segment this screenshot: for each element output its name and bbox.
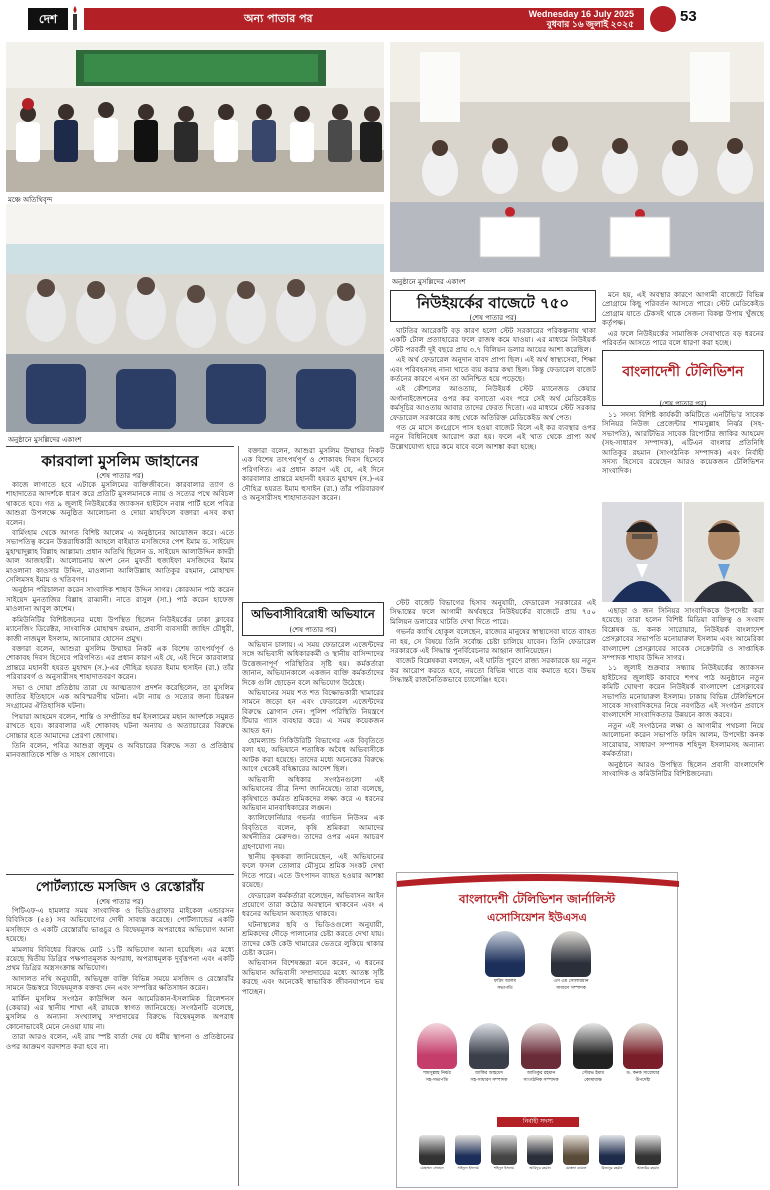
portland-para: তারা আরও বলেন, এই রায় স্পষ্ট বার্তা দেয় যে ধর্মীয় স্থাপনা ও প্রতিষ্ঠানের ওপর আক্রমণ বরদাশত করা হবে না।	[6, 1032, 234, 1051]
immigration-body-col1	[242, 640, 384, 1186]
officer-role: সভাপতি	[497, 986, 513, 991]
ad-officer	[623, 1023, 663, 1083]
portland-para: মার্কিন মুসলিম সংগঠন কাউন্সিল অন আমেরিকান-ইসলামিক রিলেশনস (কেয়ার) এর স্থানীয় শাখা এই রায়কে স্বাগত জানিয়েছে। সংগঠনটি বলেছে, মুসলিম ও অন্যান্য সংখ্যালঘু সম্প্রদায়ের বিরুদ্ধে বিদ্বেষমূলক অপরাধ কোনোভাবেই মেনে নেওয়া যায় না।	[6, 993, 234, 1031]
portrait-president-image	[602, 502, 682, 602]
officer-name: সৌরভ ইমাম	[582, 1071, 604, 1076]
karbala-para: কমিউনিটির বিশিষ্টজনের মধ্যে উপস্থিত ছিলেন নিউইয়র্কের ঢাকা ক্লাবের ম্যানেজিং ডিরেক্টর, সাংবাদিক মোহাম্মদ রহমান, প্রবাসী ব্যবসায়ী জাহিদ চৌধুরী, কাজী নাজমুল ইসলাম, আনোয়ার হোসেন প্রমুখ।	[6, 614, 234, 643]
officer-role: সহ-সভাপতি	[425, 1078, 449, 1083]
portrait-secretary	[684, 502, 764, 602]
karbala-sub: (শেষ পাতার পর)	[96, 472, 144, 480]
ad-officer	[551, 931, 591, 991]
member-name: আতাউর রহমান	[636, 1166, 660, 1170]
officer-role: কোষাধ্যক্ষ	[584, 1078, 602, 1083]
ad-member	[563, 1135, 589, 1172]
nybudget-para: এই কৌশলের আওতায়, নিউইয়র্ক স্টেট ম্যানেজড কেয়ার অর্গানাইজেশনের ওপর কর বসাতো এবং পরে সেই অর্থ মেডিকেইড কর্মসূচির আওতায় আবার তাদের ফেরত দিতো। এর মাধ্যমে স্টেট সরকার ফেডারেল সরকারের কাছ থেকে অতিরিক্ত মেডিকেইড অর্থ পেত।	[390, 384, 596, 422]
portland-sub: (শেষ পাতার পর)	[96, 898, 144, 906]
officer-name: ড. কনক সারোয়ার	[626, 1071, 660, 1076]
nybudget-sub: (শেষ পাতার পর)	[469, 314, 517, 322]
photo-audience-right	[390, 42, 764, 272]
photo2-caption: অনুষ্ঠানে মুসল্লিদের একাংশ	[8, 436, 82, 444]
portland-body	[6, 906, 234, 1186]
page-number-badge	[650, 4, 710, 34]
bdtv-para: ১১ সদস্য বিশিষ্ট কার্যকরী কমিটিতে এনটিভি'র সাবেক সিনিয়র নিউজ প্রেজেন্টার শামসুল্লাহ নির্ঝর (সহ-সভাপতি), আরটিভির সাবেক রিপোর্টার জাকির আহমেদ (সহ-সাধারণ সম্পাদক), এটিএন বাংলার প্রতিনিধি আতিকুর রহমান (সাংগঠনিক সম্পাদক) এবং নির্বাহী সদস্য হিসেবে রয়েছেন আরও কয়েকজন টেলিভিশন সাংবাদিক।	[602, 410, 764, 476]
ad-member	[635, 1135, 661, 1172]
member-photo	[599, 1135, 625, 1165]
officer-photo	[485, 931, 525, 977]
portland-para: পিটিএফ-এ হামলার সময় সাংবাদিক ও ভিডিওগ্রাফার মাইকেল এন্ডারসন বিবিসিকে (৫৪) সব অভিযোগের দোষী সাব্যস্ত করেছে। পোর্টল্যান্ডের একটি মসজিদে ও একটি রেস্তোরাঁয় ভাঙচুর ও বিদ্বেষমূলক অপরাধের অভিযোগ আনা হয়েছে।	[6, 906, 234, 944]
bdtv-body-top	[602, 410, 764, 500]
karbala-body-col1	[6, 480, 234, 870]
member-name: মিজানুর রহমান	[601, 1166, 623, 1170]
portland-para: আদালত নথি অনুযায়ী, অভিযুক্ত ব্যক্তি বিভিন্ন সময়ে মসজিদ ও রেস্তোরাঁর সামনে উচ্চস্বরে বিদ্বেষমূলক বক্তব্য দেন এবং সম্পত্তির ক্ষতিসাধন করেন।	[6, 973, 234, 993]
officer-photo	[521, 1023, 561, 1069]
association-advert	[396, 872, 678, 1188]
bdtv-sub: (শেষ পাতার পর)	[659, 400, 707, 408]
officer-role: সাংগঠনিক সম্পাদক	[523, 1078, 559, 1083]
bdtv-body-bottom	[602, 606, 764, 868]
ad-member	[419, 1135, 445, 1172]
column-divider	[238, 446, 239, 1186]
member-photo	[635, 1135, 661, 1165]
audience-left-image	[6, 204, 384, 432]
immigration-headline: অভিবাসীবিরোধী অভিযানে	[251, 607, 375, 621]
officer-name: শামসুল্লাহ নির্ঝর	[423, 1071, 451, 1076]
member-name: আরিফুর রহমান	[529, 1166, 551, 1170]
officer-role: সাধারণ সম্পাদক	[556, 986, 586, 991]
nybudget-para: এর ফলে নিউইয়র্কের সামাজিক সেবাখাতে বড় ধরনের পরিবর্তন আসতে পারে বলে ধারণা করা হচ্ছে।	[602, 328, 764, 346]
ad-officer	[485, 931, 525, 991]
ad-officer	[521, 1023, 561, 1083]
nybudget-body-col2	[602, 290, 764, 346]
bdtv-para: এছাড়া ও জন সিনিয়র সাংবাদিককে উপদেষ্টা করা হয়েছে। তারা হলেন বিশিষ্ট মিডিয়া ব্যক্তিত্ব ও সংবাদ বিশ্লেষক ড. কনক সারোয়ার, নিউইয়র্ক বাংলাদেশ প্রেসক্লাবের সভাপতি মনোয়ারুল ইসলাম এবং আমেরিকা বাংলাদেশ প্রেসক্লাবের সাবেক সেক্রেটারি ও সাপ্তাহিক সম্পাদক শাহাব উদ্দিন সাগর।	[602, 606, 764, 663]
bdtv-para: অনুষ্ঠানে আরও উপস্থিত ছিলেন প্রবাসী বাংলাদেশি সাংবাদিক ও কমিউনিটির বিশিষ্টজনেরা।	[602, 759, 764, 778]
ad-member	[527, 1135, 553, 1172]
photo1-caption: মঞ্চে অতিথিবৃন্দ	[8, 196, 53, 204]
portrait-secretary-image	[684, 502, 764, 602]
member-name: সাইফুল ইসলাম	[457, 1166, 479, 1170]
masthead-logo: দেশ	[28, 8, 68, 30]
karbala-para: কাজে লাগাতে হবে এটাকে মুসলিমের ব্যক্তিজীবনে। কারবালার ত্যাগ ও শাহাদাতের আদর্শকে ধারণ করে প্রতিটি মুসলমানকে ন্যায় ও সত্যের পথে অবিচল থাকতে হবে। গত ৯ জুলাই নিউইয়র্কের জ্যাকসন হাইটসে নবান্ন পার্টি হলে পবিত্র আশুরা উপলক্ষে অনুষ্ঠিত আলোচনা ও দোয়া মাহফিলে বক্তারা এসব কথা বলেন।	[6, 480, 234, 527]
nybudget-para: এই অর্থ ফেডারেল অনুদান বাবদ প্রাপ্য ছিল। এই অর্থ স্বাস্থ্যসেবা, শিক্ষা এবং পরিবহনসহ নানা খাতে ব্যয় করার কথা ছিল। কিন্তু ফেডারেল বাজেট কর্তনের কারণে এখন তা অনিশ্চিত হয়ে পড়েছে।	[390, 355, 596, 384]
officer-name: জাকির আহমেদ	[475, 1071, 503, 1076]
page-number: 53	[680, 8, 697, 25]
member-photo	[419, 1135, 445, 1165]
member-photo	[455, 1135, 481, 1165]
nybudget-body-col1	[390, 326, 596, 596]
audience-right-image	[390, 42, 764, 272]
officer-name: আতিকুর রহমান	[526, 1071, 556, 1076]
member-photo	[491, 1135, 517, 1165]
officer-photo	[551, 931, 591, 977]
member-photo	[527, 1135, 553, 1165]
nybudget-para: গত মে মাসে কংগ্রেসে পাস হওয়া বাজেট বিলে এই কর ব্যবস্থার ওপর নতুন বিধিনিষেধ আরোপ করা হয়। ফলে এই খাত থেকে প্রাপ্য অর্থ উল্লেখযোগ্য হারে কমে যাবে বলে আশঙ্কা করা হচ্ছে।	[390, 423, 596, 451]
section-title: অন্য পাতার পর	[244, 12, 313, 25]
photo-stage-guests	[6, 42, 384, 192]
ad-officer	[417, 1023, 457, 1083]
immigration-para: অভিবাসী অধিকার সংগঠনগুলো এই অভিযানের তীব্র নিন্দা জানিয়েছে। তারা বলেছে, কৃষিখাতে কর্মরত শ্রমিকদের লক্ষ্য করে এ ধরনের অভিযান মানবাধিকারের লঙ্ঘন।	[242, 774, 384, 812]
photo3-caption: অনুষ্ঠানে মুসল্লিদের একাংশ	[392, 278, 466, 286]
nybudget-headline: নিউইয়র্কের বাজেটে ৭৫০	[416, 294, 570, 312]
officer-name: ফরিদ আলম	[494, 979, 516, 984]
nybudget-para: স্টেট বাজেট বিভাগের হিসাব অনুযায়ী, ফেডারেল সরকারের এই সিদ্ধান্তের ফলে আগামী অর্থবছরে নিউইয়র্কের বাজেটে প্রায় ৭৫০ মিলিয়ন ডলারের ঘাটতি দেখা দিতে পারে।	[390, 598, 596, 626]
karbala-body-col2	[242, 446, 384, 596]
immigration-para: অভিযানের সময় শত শত বিক্ষোভকারী খামারের সামনে জড়ো হন এবং ফেডারেল এজেন্টদের বিরুদ্ধে স্লোগান দেন। পুলিশ পরিস্থিতি নিয়ন্ত্রণে টিয়ার গ্যাস ব্যবহার করে। এ সময় কয়েকজন আহত হন।	[242, 688, 384, 735]
nybudget-body-col1b	[390, 598, 596, 866]
immigration-para: হোমল্যান্ড সিকিউরিটি বিভাগের এক বিবৃতিতে বলা হয়, অভিযানে শতাধিক অবৈধ অভিবাসীকে আটক করা হয়েছে। তাদের মধ্যে অনেকের বিরুদ্ধে আগে থেকেই বহিষ্কারের আদেশ ছিল।	[242, 736, 384, 774]
immigration-sub: (শেষ পাতার পর)	[289, 626, 337, 634]
portland-para: মামলায় বিবিধের বিরুদ্ধে মোট ১১টি অভিযোগ আনা হয়েছিল। এর মধ্যে রয়েছে দ্বিতীয় ডিগ্রির পক্ষপাতমূলক অপরাধ, অপরাধমূলক দুর্বৃত্তপনা এবং একটি প্রথম ডিগ্রির অস্ত্রসংক্রান্ত অভিযোগ।	[6, 944, 234, 973]
immigration-para: স্থানীয় কৃষকরা জানিয়েছেন, এই অভিযানের ফলে ফসল তোলার মৌসুমে শ্রমিক সংকট দেখা দিতে পারে। এতে উৎপাদন ব্যাহত হওয়ার আশঙ্কা রয়েছে।	[242, 851, 384, 890]
member-name: শহিদুল ইসলাম	[493, 1166, 515, 1170]
karbala-para: পিয়ারা আহমেদ বলেন, শান্তি ও সম্প্রীতির ধর্ম ইসলামের মহান আদর্শকে সমুন্নত রাখতে হবে। কারবালার এই শোকাবহ ঘটনা অন্যায় ও অত্যাচারের বিরুদ্ধে সোচ্চার হতে আমাদের প্রেরণা জোগায়।	[6, 711, 234, 740]
portrait-president	[602, 502, 682, 602]
nybudget-para: বাজেট বিশ্লেষকরা বলছেন, এই ঘাটতি পূরণে রাজ্য সরকারকে হয় নতুন কর আরোপ করতে হবে, নয়তো বিভিন্ন খাতে ব্যয় কমাতে হবে। উভয় সিদ্ধান্তই রাজনৈতিকভাবে চ্যালেঞ্জিং হবে।	[390, 656, 596, 685]
nybudget-para: গভর্নর ক্যাথি হোকুল বলেছেন, রাজ্যের মানুষের স্বাস্থ্যসেবা যাতে ব্যাহত না হয়, সে বিষয়ে তিনি সর্বোচ্চ চেষ্টা চালিয়ে যাবেন। তিনি ফেডারেল সরকারকে এই সিদ্ধান্ত পুনর্বিবেচনার আহ্বান জানিয়েছেন।	[390, 627, 596, 656]
stage-guests-image	[6, 42, 384, 192]
officer-role: সহ-সাধারণ সম্পাদক	[470, 1078, 508, 1083]
ad-officer	[573, 1023, 613, 1083]
officer-photo	[469, 1023, 509, 1069]
nybudget-para: ঘাটতির আরেকটি বড় কারণ হলো স্টেট সরকারের পরিকল্পনায় থাকা একটি টোল প্রত্যাহারের ফলে রাজস্ব কমে যাওয়া। এর মাধ্যমে নিউইয়র্ক স্টেট পরবর্তী দুই বছরে প্রায় ৩.৭ বিলিয়ন ডলার আয়ের আশা করেছিল।	[390, 326, 596, 354]
ad-officer	[469, 1023, 509, 1083]
member-photo	[563, 1135, 589, 1165]
ad-member	[599, 1135, 625, 1172]
date-bangla: বুধবার ১৬ জুলাই ২০২৫	[546, 19, 634, 29]
bdtv-para: নতুন এই সংগঠনের লক্ষ্য ও আগামীর পথচলা নিয়ে আলোচনা করেন সভাপতি ফরিদ আলম, উপদেষ্টা কনক সারোয়ার, সাধারণ সম্পাদক শহিদুল ইসলামসহ অন্যান্য কর্মকর্তারা।	[602, 720, 764, 759]
officer-photo	[623, 1023, 663, 1069]
officer-photo	[573, 1023, 613, 1069]
torch-icon	[70, 6, 80, 32]
ad-title-line2: এসোসিয়েশন ইউএসএ	[487, 911, 587, 924]
date-english: Wednesday 16 July 2025	[528, 9, 634, 19]
executive-members-label: নির্বাহী সদস্য	[497, 1117, 579, 1127]
page-badge-circle	[650, 6, 676, 32]
karbala-top-rule	[6, 446, 234, 447]
ad-member	[455, 1135, 481, 1172]
officer-role: উপদেষ্টা	[635, 1078, 651, 1083]
officer-photo	[417, 1023, 457, 1069]
immigration-para: ক্যালিফোর্নিয়ার গভর্নর গ্যাভিন নিউসম এক বিবৃতিতে বলেন, কৃষি শ্রমিকরা আমাদের অর্থনীতির মেরুদণ্ড। তাদের ওপর এমন আচরণ গ্রহণযোগ্য নয়।	[242, 813, 384, 851]
immigration-para: অভিবাসন বিশেষজ্ঞরা মনে করেন, এ ধরনের অভিযান অভিবাসী সম্প্রদায়ের মধ্যে আতঙ্ক সৃষ্টি করছে এবং অনেকেই স্বাভাবিক জীবনযাপনে ভয় পাচ্ছেন।	[242, 958, 384, 996]
immigration-para: ফেডারেল কর্মকর্তারা বলেছেন, অভিবাসন আইন প্রয়োগে তারা কঠোর অবস্থানে থাকবেন এবং এ ধরনের অভিযান অব্যাহত থাকবে।	[242, 890, 384, 919]
bdtv-para: ১১ জুলাই শুক্রবার সন্ধ্যায় নিউইয়র্কের জ্যাকসন হাইটসের জুলাইট কাবাবে শপথ পাঠ অনুষ্ঠানে নতুন কমিটি ঘোষণা করেন নিউইয়র্ক বাংলাদেশ প্রেসক্লাবের সভাপতি মনোয়ারুল ইসলাম। ঢাকায় বিভিন্ন টেলিভিশনে সাবেক সাংবাদিকদের নিয়ে নবগঠিত এই সংগঠন প্রবাসে বাংলাদেশি সাংবাদিকতার উন্নয়নে কাজ করবে।	[602, 663, 764, 720]
nybudget-para: মনে হয়, এই অবস্থার কারণে আগামী বাজেটে বিভিন্ন প্রোগ্রামে কিছু পরিবর্তন আসতে পারে। স্টেট মেডিকেইড প্রোগ্রাম যাতে টেকসই থাকে সেজন্য বিকল্প উপায় খুঁজছে কর্তৃপক্ষ।	[602, 290, 764, 328]
officer-name: এস এম সোলায়মান	[553, 979, 589, 984]
karbala-headline: কারবালা মুসলিম জাহানের	[41, 452, 199, 470]
photo-audience-left	[6, 204, 384, 432]
date-block	[529, 9, 634, 29]
immigration-para: অভিযান চালায়। এ সময় ফেডারেল এজেন্টদের সঙ্গে অভিবাসী অধিকারকর্মী ও স্থানীয় বাসিন্দাদের উত্তেজনাপূর্ণ পরিস্থিতির সৃষ্টি হয়। কর্মকর্তারা জানান, অভিযানকালে একজন ব্যক্তি কর্মকর্তাদের দিকে গুলি ছোড়েন বলে অভিযোগ উঠেছে।	[242, 640, 384, 687]
member-name: মোস্তফা কামাল	[565, 1166, 587, 1170]
karbala-para: সভা ও দোয়া প্রতিষ্ঠায় তারা যে আত্মত্যাগ প্রদর্শন করেছিলেন, তা মুসলিম জাতির ইতিহাসে এক অবিস্মরণীয় ঘটনা। এটা ন্যায় ও সত্যের জন্য চিরন্তন সংগ্রামের ঐতিহাসিক ঘটনা।	[6, 682, 234, 711]
ad-member	[491, 1135, 517, 1172]
ad-title-line1: বাংলাদেশী টেলিভিশন জার্নালিস্ট	[458, 892, 616, 906]
karbala-para: অনুষ্ঠান পরিচালনা করেন সাংবাদিক শাহাব উদ্দিন সাগর। কোরআন পাঠ করেন সাইয়েদ মুনতাজির বিল্লাহ রাব্বানী। নাতে রাসুল (সা.) পাঠ করেন হাফেজ মাওলানা আবুল কাশেম।	[6, 585, 234, 614]
karbala-para: তিনি বলেন, পবিত্র আশুরা জুলুম ও অবিচারের বিরুদ্ধে সত্য ও প্রতিষ্ঠায় মানবজাতিকে শক্তি ও সাহস জোগাবে।	[6, 740, 234, 760]
karbala-para: বার্মিংহাম থেকে আগত বিশিষ্ট আলেম এ অনুষ্ঠানের আয়োজন করে। এতে সভাপতিত্ব করেন উত্তরাধিকারী আহলে বাইয়াত মসজিদের পেশ ইমাম ড. সাইয়েদ মুহাম্মাদুল্লাহ বিল্লাহ আল্লামা। প্রধান অতিথি ছিলেন ড. সাইয়েদ আলাউদ্দিন কাদরী আল আজহারী। আলোচনায় অংশ নেন মুফতী হুজাইফা মসজিদের ইমাম মাওলানা কাওসার উদ্দিন, মাওলানা আলিউল্লাহ আতিকুর রহমান, মোহাম্মদ সেলিমসহ ইমাম ও খতিবগণ।	[6, 528, 234, 585]
member-name: মোহাম্মদ সোহেল	[420, 1166, 444, 1170]
page-header	[0, 0, 770, 36]
section-bar	[84, 8, 644, 30]
karbala-para: বক্তারা বলেন, আশুরা মুসলিম উম্মাহর নিকট এক বিশেষ তাৎপর্যপূর্ণ ও শোকাবহ দিবস হিসেবে পরিগণিত। এর প্রধান কারণ এই যে, এই দিনে কারবালার প্রান্তরে মহানবী হযরত মুহাম্মদ (স.)-এর দৌহিত্র হযরত ইমাম হুসাইন (রা.) তাঁর পরিবারবর্গ ও অনুসারীসহ শাহাদাতবরণ করেন।	[6, 643, 234, 682]
portland-headline: পোর্টল্যান্ডে মসজিদ ও রেস্তোরাঁয়	[35, 880, 205, 895]
karbala-para: বক্তারা বলেন, আশুরা মুসলিম উম্মাহর নিকট এক বিশেষ তাৎপর্যপূর্ণ ও শোকাবহ দিবস হিসেবে পরিগণিত। এর প্রধান কারণ এই যে, এই দিনে কারবালার প্রান্তরে মহানবী হযরত মুহাম্মদ (স.)-এর দৌহিত্র হযরত ইমাম হুসাইন (রা.) তাঁর পরিবারবর্গ ও অনুসারীসহ শাহাদাতবরণ করেন।	[242, 446, 384, 503]
bdtv-headline: বাংলাদেশী টেলিভিশন	[622, 364, 744, 380]
immigration-para: ঘটনাস্থলের ছবি ও ভিডিওগুলো অনুযায়ী, শ্রমিকদের দৌড়ে পালানোর চেষ্টা করতে দেখা যায়। তাদের কেউ কেউ খামারের ভেতরে লুকিয়ে থাকার চেষ্টা করেন।	[242, 919, 384, 957]
portland-top-rule	[6, 874, 234, 875]
